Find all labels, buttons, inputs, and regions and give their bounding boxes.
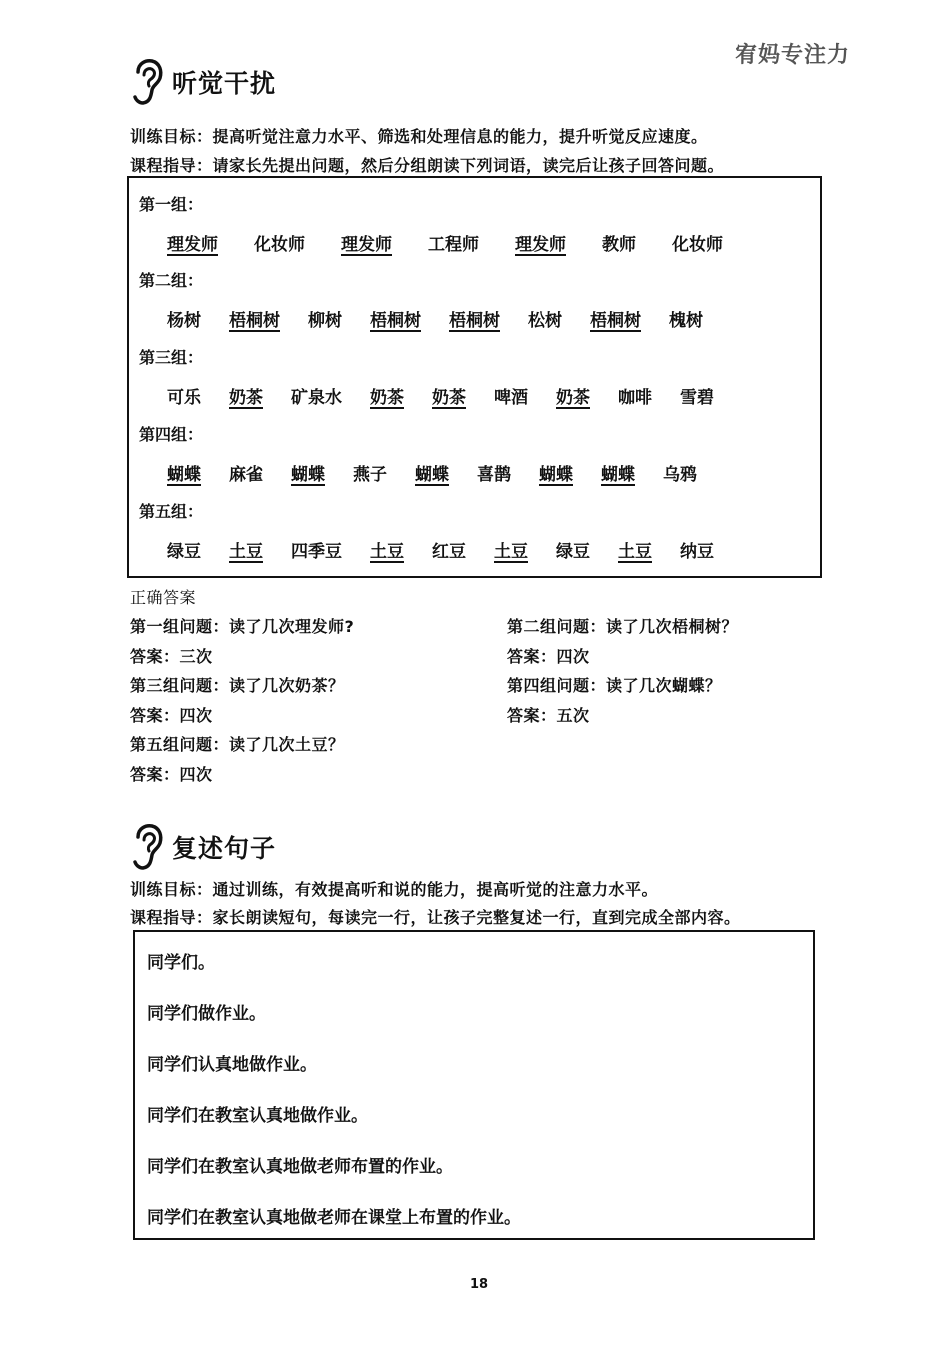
course-guide-2: 课程指导：家长朗读短句，每读完一行，让孩子完整复述一行，直到完成全部内容。	[130, 908, 741, 927]
word-item: 麻雀	[229, 465, 263, 485]
sentence-1: 同学们。	[147, 953, 215, 973]
group-label: 第三组：	[139, 348, 204, 367]
word-item: 化妆师	[672, 235, 723, 255]
word-item: 梧桐树	[229, 311, 280, 331]
word-item: 教师	[602, 235, 636, 255]
question-group-2: 第二组问题：读了几次梧桐树？	[507, 617, 739, 636]
word-item: 理发师	[167, 235, 218, 255]
word-item: 可乐	[167, 388, 201, 408]
word-item: 蝴蝶	[291, 465, 325, 485]
section-title-text: 复述句子	[172, 834, 277, 863]
word-item: 土豆	[618, 542, 652, 562]
group-label: 第二组：	[139, 271, 204, 290]
answer-group-2: 答案：四次	[507, 647, 590, 666]
word-item: 奶茶	[370, 388, 404, 408]
ear-icon	[130, 823, 164, 871]
sentence-3: 同学们认真地做作业。	[147, 1055, 317, 1075]
word-item: 喜鹊	[477, 465, 511, 485]
question-group-5: 第五组问题：读了几次土豆？	[130, 735, 345, 754]
word-item: 奶茶	[432, 388, 466, 408]
word-item: 杨树	[167, 311, 201, 331]
word-list-group-1	[167, 230, 723, 255]
word-item: 化妆师	[254, 235, 305, 255]
training-goal-2: 训练目标：通过训练，有效提高听和说的能力，提高听觉的注意力水平。	[130, 880, 659, 899]
word-item: 蝴蝶	[601, 465, 635, 485]
word-item: 纳豆	[680, 542, 714, 562]
group-label: 第四组：	[139, 425, 204, 444]
group-label: 第五组：	[139, 502, 204, 521]
word-item: 梧桐树	[449, 311, 500, 331]
word-item: 绿豆	[167, 542, 201, 562]
word-list-group-3	[167, 383, 714, 408]
word-groups-box	[127, 176, 822, 578]
section-title-text: 听觉干扰	[172, 69, 277, 98]
word-item: 雪碧	[680, 388, 714, 408]
word-item: 奶茶	[229, 388, 263, 408]
question-group-1: 第一组问题：读了几次理发师?	[130, 617, 355, 636]
word-item: 土豆	[229, 542, 263, 562]
word-list-group-2	[167, 306, 703, 331]
answer-group-5: 答案：四次	[130, 765, 213, 784]
page-number: 18	[470, 1277, 489, 1292]
question-group-3: 第三组问题：读了几次奶茶？	[130, 676, 345, 695]
word-item: 绿豆	[556, 542, 590, 562]
word-item: 松树	[528, 311, 562, 331]
answer-group-4: 答案：五次	[507, 706, 590, 725]
answer-group-3: 答案：四次	[130, 706, 213, 725]
word-item: 蝴蝶	[539, 465, 573, 485]
word-item: 红豆	[432, 542, 466, 562]
word-item: 土豆	[494, 542, 528, 562]
course-guide-1: 课程指导：请家长先提出问题，然后分组朗读下列词语，读完后让孩子回答问题。	[130, 156, 725, 175]
question-group-4: 第四组问题：读了几次蝴蝶？	[507, 676, 722, 695]
word-list-group-5	[167, 537, 714, 562]
word-item: 梧桐树	[590, 311, 641, 331]
word-item: 理发师	[515, 235, 566, 255]
training-goal-1: 训练目标：提高听觉注意力水平、筛选和处理信息的能力，提升听觉反应速度。	[130, 127, 708, 146]
word-item: 蝴蝶	[167, 465, 201, 485]
word-item: 奶茶	[556, 388, 590, 408]
sentences-box	[133, 930, 815, 1240]
word-item: 燕子	[353, 465, 387, 485]
group-label: 第一组：	[139, 195, 204, 214]
brand-watermark: 宥妈专注力	[734, 43, 850, 68]
section-title-listening-interference	[130, 58, 276, 106]
word-item: 四季豆	[291, 542, 342, 562]
sentence-5: 同学们在教室认真地做老师布置的作业。	[147, 1157, 453, 1177]
sentence-4: 同学们在教室认真地做作业。	[147, 1106, 368, 1126]
word-item: 咖啡	[618, 388, 652, 408]
word-list-group-4	[167, 460, 697, 485]
word-item: 柳树	[308, 311, 342, 331]
word-item: 槐树	[669, 311, 703, 331]
answers-title: 正确答案	[130, 588, 197, 607]
section-title-repeat-sentences	[130, 823, 276, 871]
word-item: 蝴蝶	[415, 465, 449, 485]
word-item: 梧桐树	[370, 311, 421, 331]
word-item: 土豆	[370, 542, 404, 562]
word-item: 矿泉水	[291, 388, 342, 408]
ear-icon	[130, 58, 164, 106]
sentence-6: 同学们在教室认真地做老师在课堂上布置的作业。	[147, 1208, 521, 1228]
word-item: 工程师	[428, 235, 479, 255]
answer-group-1: 答案：三次	[130, 647, 213, 666]
word-item: 啤酒	[494, 388, 528, 408]
word-item: 乌鸦	[663, 465, 697, 485]
word-item: 理发师	[341, 235, 392, 255]
sentence-2: 同学们做作业。	[147, 1004, 266, 1024]
